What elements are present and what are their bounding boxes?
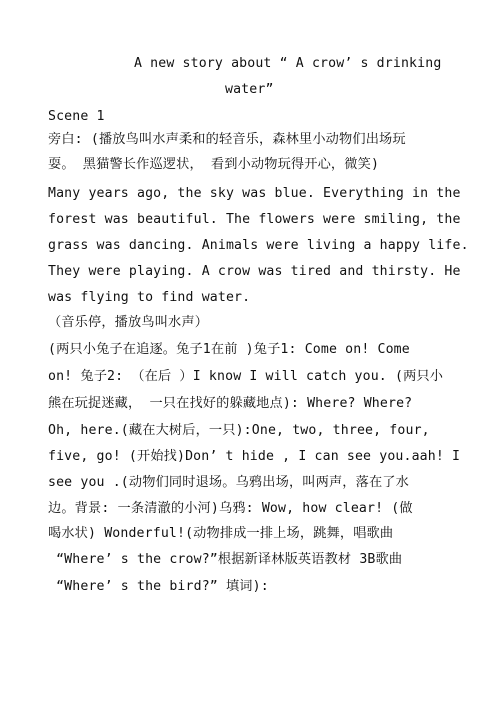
story-line: Many years ago, the sky was blue. Everything in the xyxy=(48,186,461,201)
story-line: forest was beautiful. The flowers were smiling, the xyxy=(48,212,461,227)
narration-line: 旁白: (播放鸟叫水声柔和的轻音乐，森林里小动物们出场玩 xyxy=(48,132,406,147)
dialogue-line: see you .(动物们同时退场。乌鸦出场，叫两声，落在了水 xyxy=(48,475,409,490)
music-note: （音乐停，播放鸟叫水声） xyxy=(48,315,209,330)
dialogue-line: 熊在玩捉迷藏， 一只在找好的躲藏地点): Where? Where? xyxy=(48,396,413,411)
dialogue-line: “Where’ s the crow?”根据新译林版英语教材 3B歌曲 xyxy=(48,552,403,567)
story-line: was flying to find water. xyxy=(48,290,251,305)
story-line: grass was dancing. Animals were living a happy life. xyxy=(48,238,469,253)
dialogue-line: Oh, here.(藏在大树后，一只):One, two, three, four, xyxy=(48,423,430,438)
dialogue-line: five, go! (开始找)Don’ t hide , I can see you.aah! I xyxy=(48,449,461,464)
dialogue-line: 边。背景: 一条清澈的小河)乌鸦: Wow, how clear! (做 xyxy=(48,501,413,516)
dialogue-line: 喝水状) Wonderful!(动物排成一排上场，跳舞，唱歌曲 xyxy=(48,526,394,541)
document-title-line-1: A new story about “ A crow’ s drinking xyxy=(134,56,442,71)
dialogue-line: “Where’ s the bird?” 填词): xyxy=(48,579,269,594)
narration-line: 耍。 黑猫警长作巡逻状， 看到小动物玩得开心，微笑) xyxy=(48,157,380,172)
story-line: They were playing. A crow was tired and thirsty. He xyxy=(48,264,461,279)
scene-heading: Scene 1 xyxy=(48,109,105,124)
dialogue-line: on! 兔子2: （在后 ）I know I will catch you. (两只小 xyxy=(48,369,444,384)
dialogue-line: (两只小兔子在追逐。兔子1在前 )兔子1: Come on! Come xyxy=(48,342,410,357)
document-title-line-2: water” xyxy=(225,82,274,97)
